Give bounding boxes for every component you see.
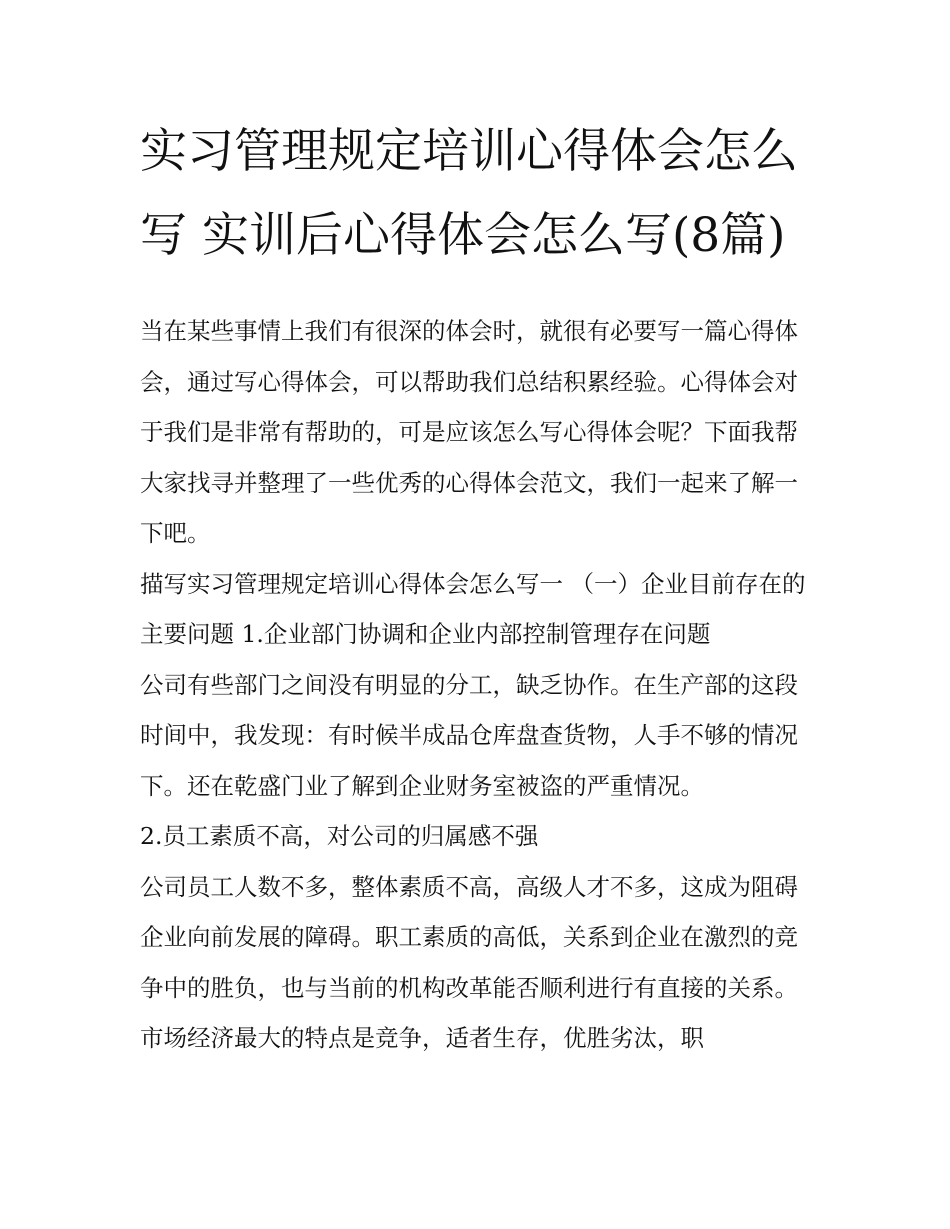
paragraph-department-issues: 公司有些部门之间没有明显的分工，缺乏协作。在生产部的这段时间中，我发现：有时候半成品仓库盘查货物，人手不够的情况下。还在乾盛门业了解到企业财务室被盗的严重情况。 [140,670,798,800]
paragraph-staff-quality: 公司员工人数不多，整体素质不高，高级人才不多，这成为阻碍企业向前发展的障碍。职工素质的高低，关系到企业在激烈的竞争中的胜负，也与当前的机构改革能否顺利进行有直接的关系。市场经济最大的特点是竞争，适者生存，优胜劣汰，职 [140,872,798,1052]
paragraph-intro: 当在某些事情上我们有很深的体会时，就很有必要写一篇心得体会，通过写心得体会，可以帮助我们总结积累经验。心得体会对于我们是非常有帮助的，可是应该怎么写心得体会呢？下面我帮大家找寻并整理了一些优秀的心得体会范文，我们一起来了解一下吧。 [140,317,798,547]
document-body [140,306,820,1064]
paragraph-staff-quality-heading: 2.员工素质不高，对公司的归属感不强 [140,822,539,850]
paragraph-section-heading: 描写实习管理规定培训心得体会怎么写一 （一）企业目前存在的主要问题 1.企业部门协调和企业内部控制管理存在问题 [140,569,806,648]
document-title: 实习管理规定培训心得体会怎么写 实训后心得体会怎么写(8篇) [140,124,798,263]
document-content [140,110,820,1064]
